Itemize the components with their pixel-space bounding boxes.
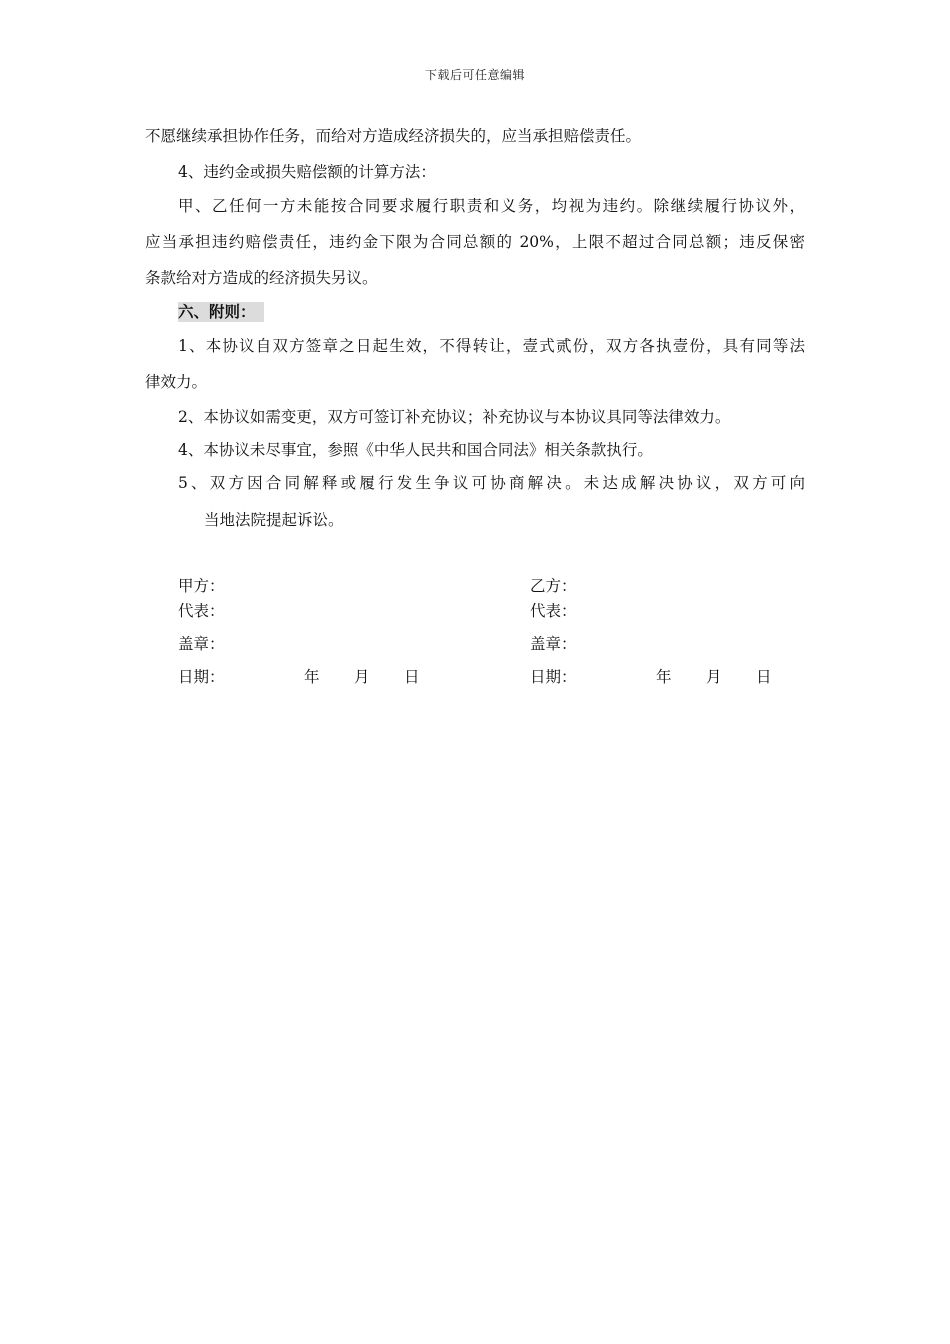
day-label: 日: [404, 668, 420, 686]
section-heading: 六、附则：: [178, 302, 264, 322]
day-label: 日: [756, 668, 772, 686]
article-line: 1、本协议自双方签章之日起生效，不得转让，壹式贰份，双方各执壹份，具有同等法: [178, 337, 805, 355]
article-line: 5、双方因合同解释或履行发生争议可协商解决。未达成解决协议，双方可向: [178, 474, 805, 492]
paragraph-line: 应当承担违约赔偿责任，违约金下限为合同总额的 20%，上限不超过合同总额；违反保密: [145, 233, 805, 251]
month-label: 月: [706, 668, 722, 686]
paragraph-line: 条款给对方造成的经济损失另议。: [145, 269, 378, 287]
article-line: 4、本协议未尽事宜，参照《中华人民共和国合同法》相关条款执行。: [178, 441, 653, 459]
date-label: 日期：: [530, 668, 577, 686]
year-label: 年: [304, 668, 320, 686]
seal-label: 盖章：: [530, 635, 577, 653]
party-b-label: 乙方：: [530, 577, 577, 595]
paragraph-line: 不愿继续承担协作任务，而给对方造成经济损失的，应当承担赔偿责任。: [145, 127, 642, 145]
clause-title: 4、违约金或损失赔偿额的计算方法：: [178, 163, 436, 181]
month-label: 月: [354, 668, 370, 686]
article-line: 律效力。: [145, 373, 208, 391]
page-header: 下载后可任意编辑: [424, 68, 525, 82]
representative-label: 代表：: [530, 602, 577, 620]
year-label: 年: [656, 668, 672, 686]
paragraph-line: 甲、乙任何一方未能按合同要求履行职责和义务，均视为违约。除继续履行协议外，: [178, 197, 805, 215]
representative-label: 代表：: [178, 602, 225, 620]
date-label: 日期：: [178, 668, 225, 686]
article-line: 2、本协议如需变更，双方可签订补充协议；补充协议与本协议具同等法律效力。: [178, 408, 731, 426]
party-a-label: 甲方：: [178, 577, 225, 595]
seal-label: 盖章：: [178, 635, 225, 653]
article-line: 当地法院提起诉讼。: [204, 511, 344, 529]
